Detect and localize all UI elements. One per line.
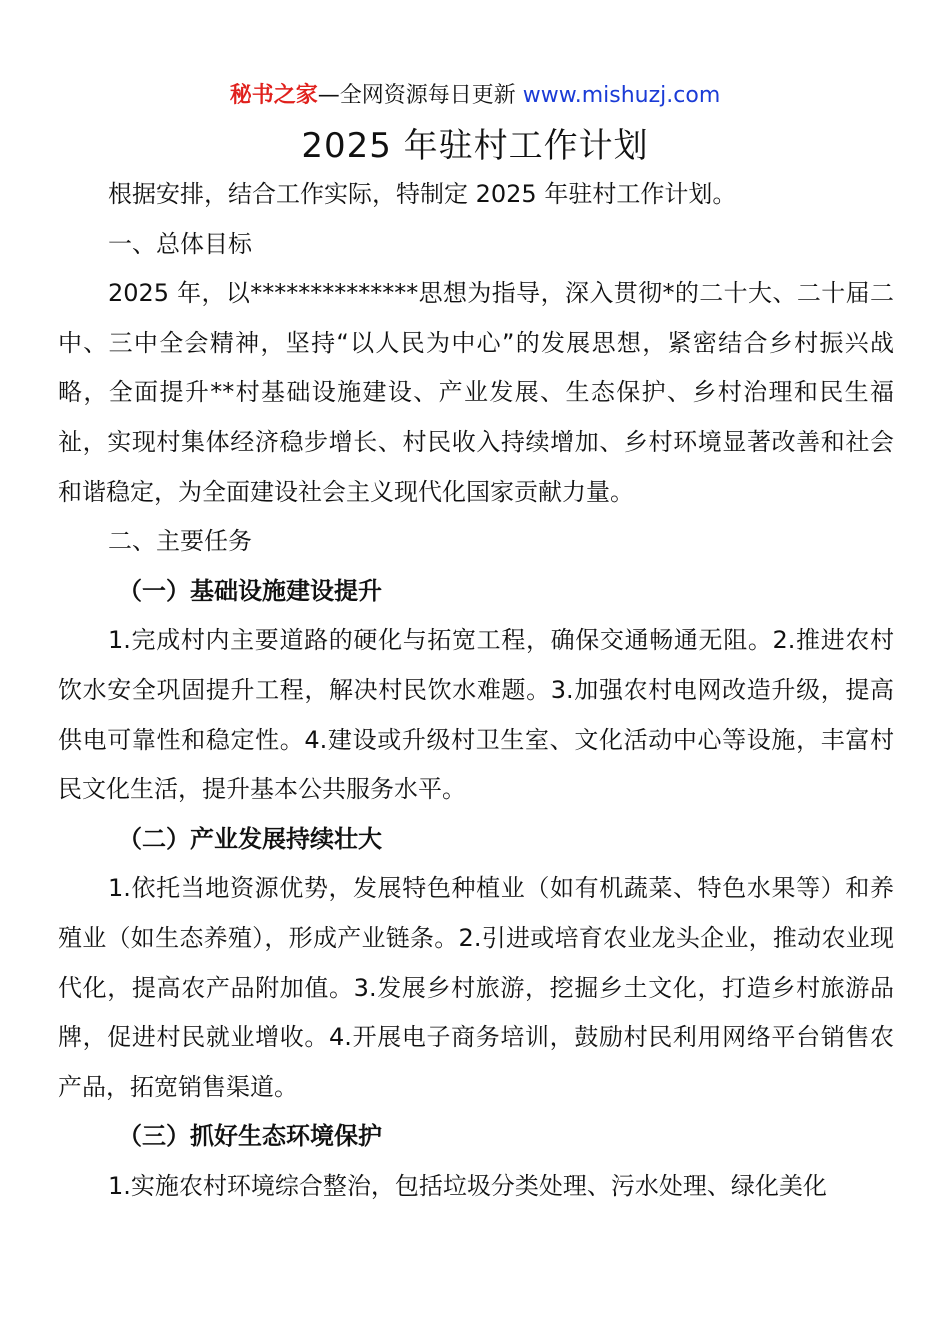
site-brand: 秘书之家 — [229, 83, 318, 108]
subsection-heading: （二）产业发展持续壮大 — [118, 824, 382, 853]
subsection-heading: （一）基础设施建设提升 — [118, 576, 382, 605]
paragraph: 1.完成村内主要道路的硬化与拓宽工程，确保交通畅通无阻。2.推进农村饮水安全巩固提升工程，解决村民饮水难题。3.加强农村电网改造升级，提高供电可靠性和稳定性。4.建设或升级村卫生室、文化活动中心等设施，丰富村民文化生活，提升基本公共服务水平。 — [58, 626, 894, 804]
section-heading: 二、主要任务 — [108, 527, 252, 556]
subsection-heading: （三）抓好生态环境保护 — [118, 1122, 382, 1151]
site-tagline: —全网资源每日更新 — [317, 83, 523, 108]
paragraph: 1.依托当地资源优势，发展特色种植业（如有机蔬菜、特色水果等）和养殖业（如生态养殖），形成产业链条。2.引进或培育农业龙头企业，推动农业现代化，提高农产品附加值。3.发展乡村旅游，挖掘乡土文化，打造乡村旅游品牌，促进村民就业增收。4.开展电子商务培训，鼓励村民利用网络平台销售农产品，拓宽销售渠道。 — [58, 874, 894, 1101]
intro-paragraph: 根据安排，结合工作实际，特制定 2025 年驻村工作计划。 — [108, 180, 737, 208]
paragraph: 1.实施农村环境综合整治，包括垃圾分类处理、污水处理、绿化美化 — [108, 1171, 827, 1200]
section-heading: 一、总体目标 — [108, 229, 252, 258]
document-title: 2025 年驻村工作计划 — [301, 126, 649, 166]
paragraph: 2025 年，以**************思想为指导，深入贯彻*的二十大、二十届二中、三中全会精神，坚持“以人民为中心”的发展思想，紧密结合乡村振兴战略，全面提升**村基础设施建设、产业发展、生态保护、乡村治理和民生福祉，实现村集体经济稳步增长、村民收入持续增加、乡村环境显著改善和社会和谐稳定，为全面建设社会主义现代化国家贡献力量。 — [58, 279, 894, 506]
site-header — [0, 80, 950, 112]
document-body — [58, 170, 894, 1211]
site-url: www.mishuzj.com — [522, 83, 721, 108]
